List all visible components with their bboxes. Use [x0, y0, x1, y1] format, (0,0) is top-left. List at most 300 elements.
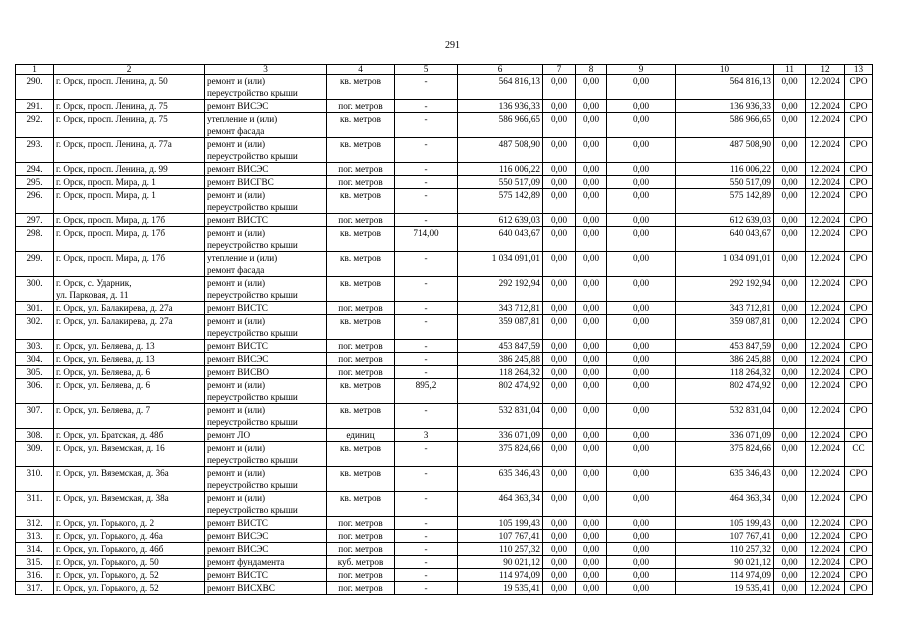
- work-type-cell: [205, 277, 327, 302]
- col9-cell: 0,00: [607, 315, 676, 340]
- deadline-cell: 12.2024: [806, 138, 845, 163]
- address-cell-line: г. Орск, ул. Вяземская, д. 36а: [56, 468, 169, 478]
- row-number: 312.: [16, 517, 54, 530]
- work-type-cell: [205, 353, 327, 366]
- address-cell-line: г. Орск, просп. Ленина, д. 75: [56, 101, 168, 111]
- col10-cell: 114 974,09: [676, 569, 774, 582]
- work-type-cell-line: ремонт и (или): [207, 316, 266, 326]
- total-cost-cell: 114 974,09: [458, 569, 543, 582]
- method-cell: СРО: [845, 75, 873, 100]
- work-type-cell: [205, 379, 327, 404]
- row-number: 301.: [16, 302, 54, 315]
- col10-cell: 118 264,32: [676, 366, 774, 379]
- unit-cell: пог. метров: [327, 353, 395, 366]
- work-type-cell-line: ремонт и (или): [207, 405, 266, 415]
- row-number: 317.: [16, 582, 54, 595]
- column-number: 1: [16, 65, 54, 75]
- total-cost-cell: 116 006,22: [458, 163, 543, 176]
- work-type-cell-line: утепление и (или): [207, 114, 278, 124]
- col7-cell: 0,00: [543, 492, 576, 517]
- table-row: [16, 556, 873, 569]
- table-row: [16, 582, 873, 595]
- col10-cell: 375 824,66: [676, 442, 774, 467]
- col9-cell: 0,00: [607, 492, 676, 517]
- unit-cell: куб. метров: [327, 556, 395, 569]
- work-type-cell: [205, 340, 327, 353]
- col10-cell: 343 712,81: [676, 302, 774, 315]
- work-type-cell: [205, 582, 327, 595]
- address-cell-line: г. Орск, ул. Горького, д. 2: [56, 518, 155, 528]
- address-cell-line: г. Орск, ул. Беляева, д. 13: [56, 341, 155, 351]
- unit-cell: пог. метров: [327, 543, 395, 556]
- quantity-cell: -: [395, 442, 458, 467]
- address-cell: [54, 315, 205, 340]
- col11-cell: 0,00: [774, 163, 806, 176]
- work-type-cell-line: переустройство крыши: [207, 88, 298, 98]
- row-number: 292.: [16, 113, 54, 138]
- col7-cell: 0,00: [543, 227, 576, 252]
- quantity-cell: -: [395, 353, 458, 366]
- row-number: 310.: [16, 467, 54, 492]
- address-cell-line: г. Орск, ул. Беляева, д. 13: [56, 354, 155, 364]
- quantity-cell: -: [395, 582, 458, 595]
- deadline-cell: 12.2024: [806, 404, 845, 429]
- col9-cell: 0,00: [607, 340, 676, 353]
- table-row: [16, 379, 873, 404]
- address-cell: [54, 517, 205, 530]
- address-cell-line: г. Орск, просп. Мира, д. 1: [56, 190, 156, 200]
- col8-cell: 0,00: [576, 252, 607, 277]
- total-cost-cell: 550 517,09: [458, 176, 543, 189]
- col9-cell: 0,00: [607, 113, 676, 138]
- row-number: 294.: [16, 163, 54, 176]
- total-cost-cell: 640 043,67: [458, 227, 543, 252]
- col10-cell: 359 087,81: [676, 315, 774, 340]
- row-number: 300.: [16, 277, 54, 302]
- address-cell-line: г. Орск, ул. Беляева, д. 7: [56, 405, 151, 415]
- row-number: 303.: [16, 340, 54, 353]
- total-cost-cell: 359 087,81: [458, 315, 543, 340]
- address-cell: [54, 543, 205, 556]
- col9-cell: 0,00: [607, 569, 676, 582]
- col7-cell: 0,00: [543, 517, 576, 530]
- row-number: 314.: [16, 543, 54, 556]
- col11-cell: 0,00: [774, 113, 806, 138]
- unit-cell: кв. метров: [327, 138, 395, 163]
- quantity-cell: -: [395, 214, 458, 227]
- quantity-cell: 895,2: [395, 379, 458, 404]
- col10-cell: 292 192,94: [676, 277, 774, 302]
- work-type-cell: [205, 302, 327, 315]
- col10-cell: 487 508,90: [676, 138, 774, 163]
- col9-cell: 0,00: [607, 366, 676, 379]
- col9-cell: 0,00: [607, 302, 676, 315]
- col9-cell: 0,00: [607, 189, 676, 214]
- unit-cell: кв. метров: [327, 75, 395, 100]
- address-cell: [54, 530, 205, 543]
- address-cell-line: г. Орск, просп. Ленина, д. 77а: [56, 139, 172, 149]
- col9-cell: 0,00: [607, 556, 676, 569]
- unit-cell: кв. метров: [327, 492, 395, 517]
- col11-cell: 0,00: [774, 315, 806, 340]
- table-row: [16, 163, 873, 176]
- quantity-cell: 3: [395, 429, 458, 442]
- col8-cell: 0,00: [576, 75, 607, 100]
- quantity-cell: -: [395, 366, 458, 379]
- work-type-cell-line: переустройство крыши: [207, 480, 298, 490]
- total-cost-cell: 532 831,04: [458, 404, 543, 429]
- total-cost-cell: 1 034 091,01: [458, 252, 543, 277]
- row-number: 295.: [16, 176, 54, 189]
- total-cost-cell: 105 199,43: [458, 517, 543, 530]
- total-cost-cell: 575 142,89: [458, 189, 543, 214]
- quantity-cell: -: [395, 543, 458, 556]
- quantity-cell: -: [395, 277, 458, 302]
- method-cell: СРО: [845, 227, 873, 252]
- total-cost-cell: 90 021,12: [458, 556, 543, 569]
- work-type-cell-line: ремонт и (или): [207, 468, 266, 478]
- col10-cell: 1 034 091,01: [676, 252, 774, 277]
- col9-cell: 0,00: [607, 100, 676, 113]
- method-cell: СРО: [845, 543, 873, 556]
- total-cost-cell: 464 363,34: [458, 492, 543, 517]
- row-number: 293.: [16, 138, 54, 163]
- address-cell-line: г. Орск, просп. Мира, д. 17б: [56, 215, 166, 225]
- col11-cell: 0,00: [774, 492, 806, 517]
- work-type-cell-line: переустройство крыши: [207, 417, 298, 427]
- quantity-cell: -: [395, 569, 458, 582]
- col11-cell: 0,00: [774, 176, 806, 189]
- method-cell: СС: [845, 442, 873, 467]
- col9-cell: 0,00: [607, 442, 676, 467]
- work-type-cell-line: переустройство крыши: [207, 455, 298, 465]
- address-cell: [54, 379, 205, 404]
- address-cell-line: г. Орск, ул. Балакирева, д. 27а: [56, 316, 173, 326]
- row-number: 297.: [16, 214, 54, 227]
- col7-cell: 0,00: [543, 277, 576, 302]
- address-cell: [54, 569, 205, 582]
- table-row: [16, 138, 873, 163]
- total-cost-cell: 118 264,32: [458, 366, 543, 379]
- col7-cell: 0,00: [543, 379, 576, 404]
- work-type-cell-line: ремонт ВИСЭС: [207, 531, 269, 541]
- col8-cell: 0,00: [576, 340, 607, 353]
- deadline-cell: 12.2024: [806, 252, 845, 277]
- col9-cell: 0,00: [607, 227, 676, 252]
- work-type-cell-line: ремонт ВИСВО: [207, 367, 269, 377]
- work-type-cell-line: утепление и (или): [207, 253, 278, 263]
- col8-cell: 0,00: [576, 379, 607, 404]
- col11-cell: 0,00: [774, 214, 806, 227]
- column-number: 2: [54, 65, 205, 75]
- col10-cell: 635 346,43: [676, 467, 774, 492]
- column-number: 10: [676, 65, 774, 75]
- total-cost-cell: 453 847,59: [458, 340, 543, 353]
- col11-cell: 0,00: [774, 277, 806, 302]
- work-type-cell-line: ремонт ВИСХВС: [207, 583, 275, 593]
- unit-cell: кв. метров: [327, 113, 395, 138]
- col7-cell: 0,00: [543, 189, 576, 214]
- col9-cell: 0,00: [607, 163, 676, 176]
- work-type-cell-line: ремонт ВИСЭС: [207, 544, 269, 554]
- address-cell-line: г. Орск, просп. Ленина, д. 75: [56, 114, 168, 124]
- work-type-cell-line: переустройство крыши: [207, 290, 298, 300]
- col9-cell: 0,00: [607, 252, 676, 277]
- table-row: [16, 442, 873, 467]
- work-type-cell: [205, 189, 327, 214]
- col10-cell: 110 257,32: [676, 543, 774, 556]
- col11-cell: 0,00: [774, 100, 806, 113]
- deadline-cell: 12.2024: [806, 176, 845, 189]
- col9-cell: 0,00: [607, 277, 676, 302]
- col9-cell: 0,00: [607, 214, 676, 227]
- work-type-cell-line: ремонт и (или): [207, 228, 266, 238]
- quantity-cell: -: [395, 492, 458, 517]
- unit-cell: кв. метров: [327, 379, 395, 404]
- address-cell: [54, 467, 205, 492]
- work-type-cell-line: ремонт фасада: [207, 265, 265, 275]
- col7-cell: 0,00: [543, 429, 576, 442]
- work-type-cell-line: ремонт ВИСТС: [207, 341, 268, 351]
- row-number: 311.: [16, 492, 54, 517]
- col8-cell: 0,00: [576, 467, 607, 492]
- total-cost-cell: 343 712,81: [458, 302, 543, 315]
- method-cell: СРО: [845, 113, 873, 138]
- work-type-cell-line: ремонт и (или): [207, 278, 266, 288]
- col11-cell: 0,00: [774, 530, 806, 543]
- method-cell: СРО: [845, 467, 873, 492]
- work-type-cell: [205, 467, 327, 492]
- column-number: 9: [607, 65, 676, 75]
- work-type-cell: [205, 163, 327, 176]
- work-type-cell: [205, 75, 327, 100]
- total-cost-cell: 110 257,32: [458, 543, 543, 556]
- address-cell: [54, 227, 205, 252]
- unit-cell: пог. метров: [327, 582, 395, 595]
- work-type-cell-line: переустройство крыши: [207, 151, 298, 161]
- col7-cell: 0,00: [543, 252, 576, 277]
- unit-cell: пог. метров: [327, 569, 395, 582]
- table-row: [16, 467, 873, 492]
- table-row: [16, 100, 873, 113]
- table-row: [16, 366, 873, 379]
- work-type-cell-line: ремонт фасада: [207, 126, 265, 136]
- col11-cell: 0,00: [774, 556, 806, 569]
- col10-cell: 90 021,12: [676, 556, 774, 569]
- address-cell: [54, 252, 205, 277]
- row-number: 306.: [16, 379, 54, 404]
- col11-cell: 0,00: [774, 404, 806, 429]
- work-type-cell: [205, 252, 327, 277]
- col8-cell: 0,00: [576, 138, 607, 163]
- address-cell: [54, 340, 205, 353]
- col8-cell: 0,00: [576, 429, 607, 442]
- deadline-cell: 12.2024: [806, 582, 845, 595]
- col7-cell: 0,00: [543, 404, 576, 429]
- unit-cell: единиц: [327, 429, 395, 442]
- deadline-cell: 12.2024: [806, 315, 845, 340]
- address-cell-line: г. Орск, ул. Горького, д. 52: [56, 583, 159, 593]
- col11-cell: 0,00: [774, 429, 806, 442]
- col10-cell: 550 517,09: [676, 176, 774, 189]
- unit-cell: пог. метров: [327, 163, 395, 176]
- column-number: 13: [845, 65, 873, 75]
- deadline-cell: 12.2024: [806, 75, 845, 100]
- col8-cell: 0,00: [576, 189, 607, 214]
- address-cell: [54, 366, 205, 379]
- col9-cell: 0,00: [607, 176, 676, 189]
- col9-cell: 0,00: [607, 75, 676, 100]
- col9-cell: 0,00: [607, 353, 676, 366]
- col8-cell: 0,00: [576, 113, 607, 138]
- address-cell-line: г. Орск, ул. Горького, д. 50: [56, 557, 159, 567]
- col7-cell: 0,00: [543, 75, 576, 100]
- row-number: 298.: [16, 227, 54, 252]
- work-type-cell-line: ремонт ВИСЭС: [207, 101, 269, 111]
- method-cell: СРО: [845, 379, 873, 404]
- col8-cell: 0,00: [576, 517, 607, 530]
- work-type-cell: [205, 100, 327, 113]
- work-type-cell-line: ремонт и (или): [207, 76, 266, 86]
- col7-cell: 0,00: [543, 302, 576, 315]
- work-type-cell: [205, 315, 327, 340]
- work-type-cell-line: переустройство крыши: [207, 328, 298, 338]
- column-number: 6: [458, 65, 543, 75]
- col8-cell: 0,00: [576, 492, 607, 517]
- col10-cell: 19 535,41: [676, 582, 774, 595]
- col8-cell: 0,00: [576, 176, 607, 189]
- unit-cell: кв. метров: [327, 277, 395, 302]
- work-type-cell-line: ремонт ВИСТС: [207, 570, 268, 580]
- method-cell: СРО: [845, 556, 873, 569]
- col8-cell: 0,00: [576, 569, 607, 582]
- column-number: 4: [327, 65, 395, 75]
- total-cost-cell: 386 245,88: [458, 353, 543, 366]
- deadline-cell: 12.2024: [806, 340, 845, 353]
- address-cell: [54, 100, 205, 113]
- col10-cell: 336 071,09: [676, 429, 774, 442]
- deadline-cell: 12.2024: [806, 517, 845, 530]
- table-row: [16, 277, 873, 302]
- col8-cell: 0,00: [576, 163, 607, 176]
- unit-cell: кв. метров: [327, 442, 395, 467]
- address-cell: [54, 582, 205, 595]
- col10-cell: 116 006,22: [676, 163, 774, 176]
- col7-cell: 0,00: [543, 366, 576, 379]
- row-number: 302.: [16, 315, 54, 340]
- row-number: 309.: [16, 442, 54, 467]
- col11-cell: 0,00: [774, 379, 806, 404]
- row-number: 308.: [16, 429, 54, 442]
- table-row: [16, 252, 873, 277]
- deadline-cell: 12.2024: [806, 214, 845, 227]
- row-number: 304.: [16, 353, 54, 366]
- col11-cell: 0,00: [774, 366, 806, 379]
- col8-cell: 0,00: [576, 582, 607, 595]
- method-cell: СРО: [845, 569, 873, 582]
- work-type-cell-line: ремонт и (или): [207, 443, 266, 453]
- col8-cell: 0,00: [576, 100, 607, 113]
- col10-cell: 105 199,43: [676, 517, 774, 530]
- unit-cell: пог. метров: [327, 530, 395, 543]
- col11-cell: 0,00: [774, 227, 806, 252]
- unit-cell: пог. метров: [327, 100, 395, 113]
- table-row: [16, 517, 873, 530]
- column-number: 12: [806, 65, 845, 75]
- col9-cell: 0,00: [607, 138, 676, 163]
- work-type-cell-line: переустройство крыши: [207, 505, 298, 515]
- address-cell: [54, 189, 205, 214]
- col8-cell: 0,00: [576, 404, 607, 429]
- method-cell: СРО: [845, 189, 873, 214]
- table-row: [16, 315, 873, 340]
- col10-cell: 640 043,67: [676, 227, 774, 252]
- row-number: 299.: [16, 252, 54, 277]
- row-number: 313.: [16, 530, 54, 543]
- address-cell: [54, 556, 205, 569]
- work-type-cell-line: ремонт и (или): [207, 493, 266, 503]
- deadline-cell: 12.2024: [806, 467, 845, 492]
- col8-cell: 0,00: [576, 315, 607, 340]
- deadline-cell: 12.2024: [806, 379, 845, 404]
- col10-cell: 802 474,92: [676, 379, 774, 404]
- row-number: 296.: [16, 189, 54, 214]
- deadline-cell: 12.2024: [806, 556, 845, 569]
- work-type-cell-line: переустройство крыши: [207, 392, 298, 402]
- method-cell: СРО: [845, 404, 873, 429]
- row-number: 291.: [16, 100, 54, 113]
- col10-cell: 453 847,59: [676, 340, 774, 353]
- address-cell: [54, 302, 205, 315]
- col8-cell: 0,00: [576, 530, 607, 543]
- method-cell: СРО: [845, 163, 873, 176]
- table-row: [16, 530, 873, 543]
- address-cell: [54, 163, 205, 176]
- method-cell: СРО: [845, 517, 873, 530]
- work-type-cell: [205, 214, 327, 227]
- quantity-cell: -: [395, 252, 458, 277]
- method-cell: СРО: [845, 176, 873, 189]
- unit-cell: кв. метров: [327, 189, 395, 214]
- work-type-cell-line: ремонт ВИСТС: [207, 518, 268, 528]
- col10-cell: 564 816,13: [676, 75, 774, 100]
- col7-cell: 0,00: [543, 467, 576, 492]
- col10-cell: 575 142,89: [676, 189, 774, 214]
- work-type-cell-line: ремонт ВИСЭС: [207, 164, 269, 174]
- total-cost-cell: 487 508,90: [458, 138, 543, 163]
- quantity-cell: -: [395, 556, 458, 569]
- work-type-cell: [205, 113, 327, 138]
- address-cell: [54, 113, 205, 138]
- row-number: 290.: [16, 75, 54, 100]
- col10-cell: 586 966,65: [676, 113, 774, 138]
- col9-cell: 0,00: [607, 543, 676, 556]
- unit-cell: кв. метров: [327, 227, 395, 252]
- deadline-cell: 12.2024: [806, 163, 845, 176]
- quantity-cell: -: [395, 315, 458, 340]
- row-number: 316.: [16, 569, 54, 582]
- quantity-cell: -: [395, 75, 458, 100]
- col11-cell: 0,00: [774, 189, 806, 214]
- work-type-cell-line: ремонт фундамента: [207, 557, 285, 567]
- address-cell-line: г. Орск, просп. Ленина, д. 50: [56, 76, 168, 86]
- deadline-cell: 12.2024: [806, 277, 845, 302]
- work-type-cell: [205, 227, 327, 252]
- col11-cell: 0,00: [774, 340, 806, 353]
- quantity-cell: -: [395, 163, 458, 176]
- deadline-cell: 12.2024: [806, 543, 845, 556]
- col8-cell: 0,00: [576, 556, 607, 569]
